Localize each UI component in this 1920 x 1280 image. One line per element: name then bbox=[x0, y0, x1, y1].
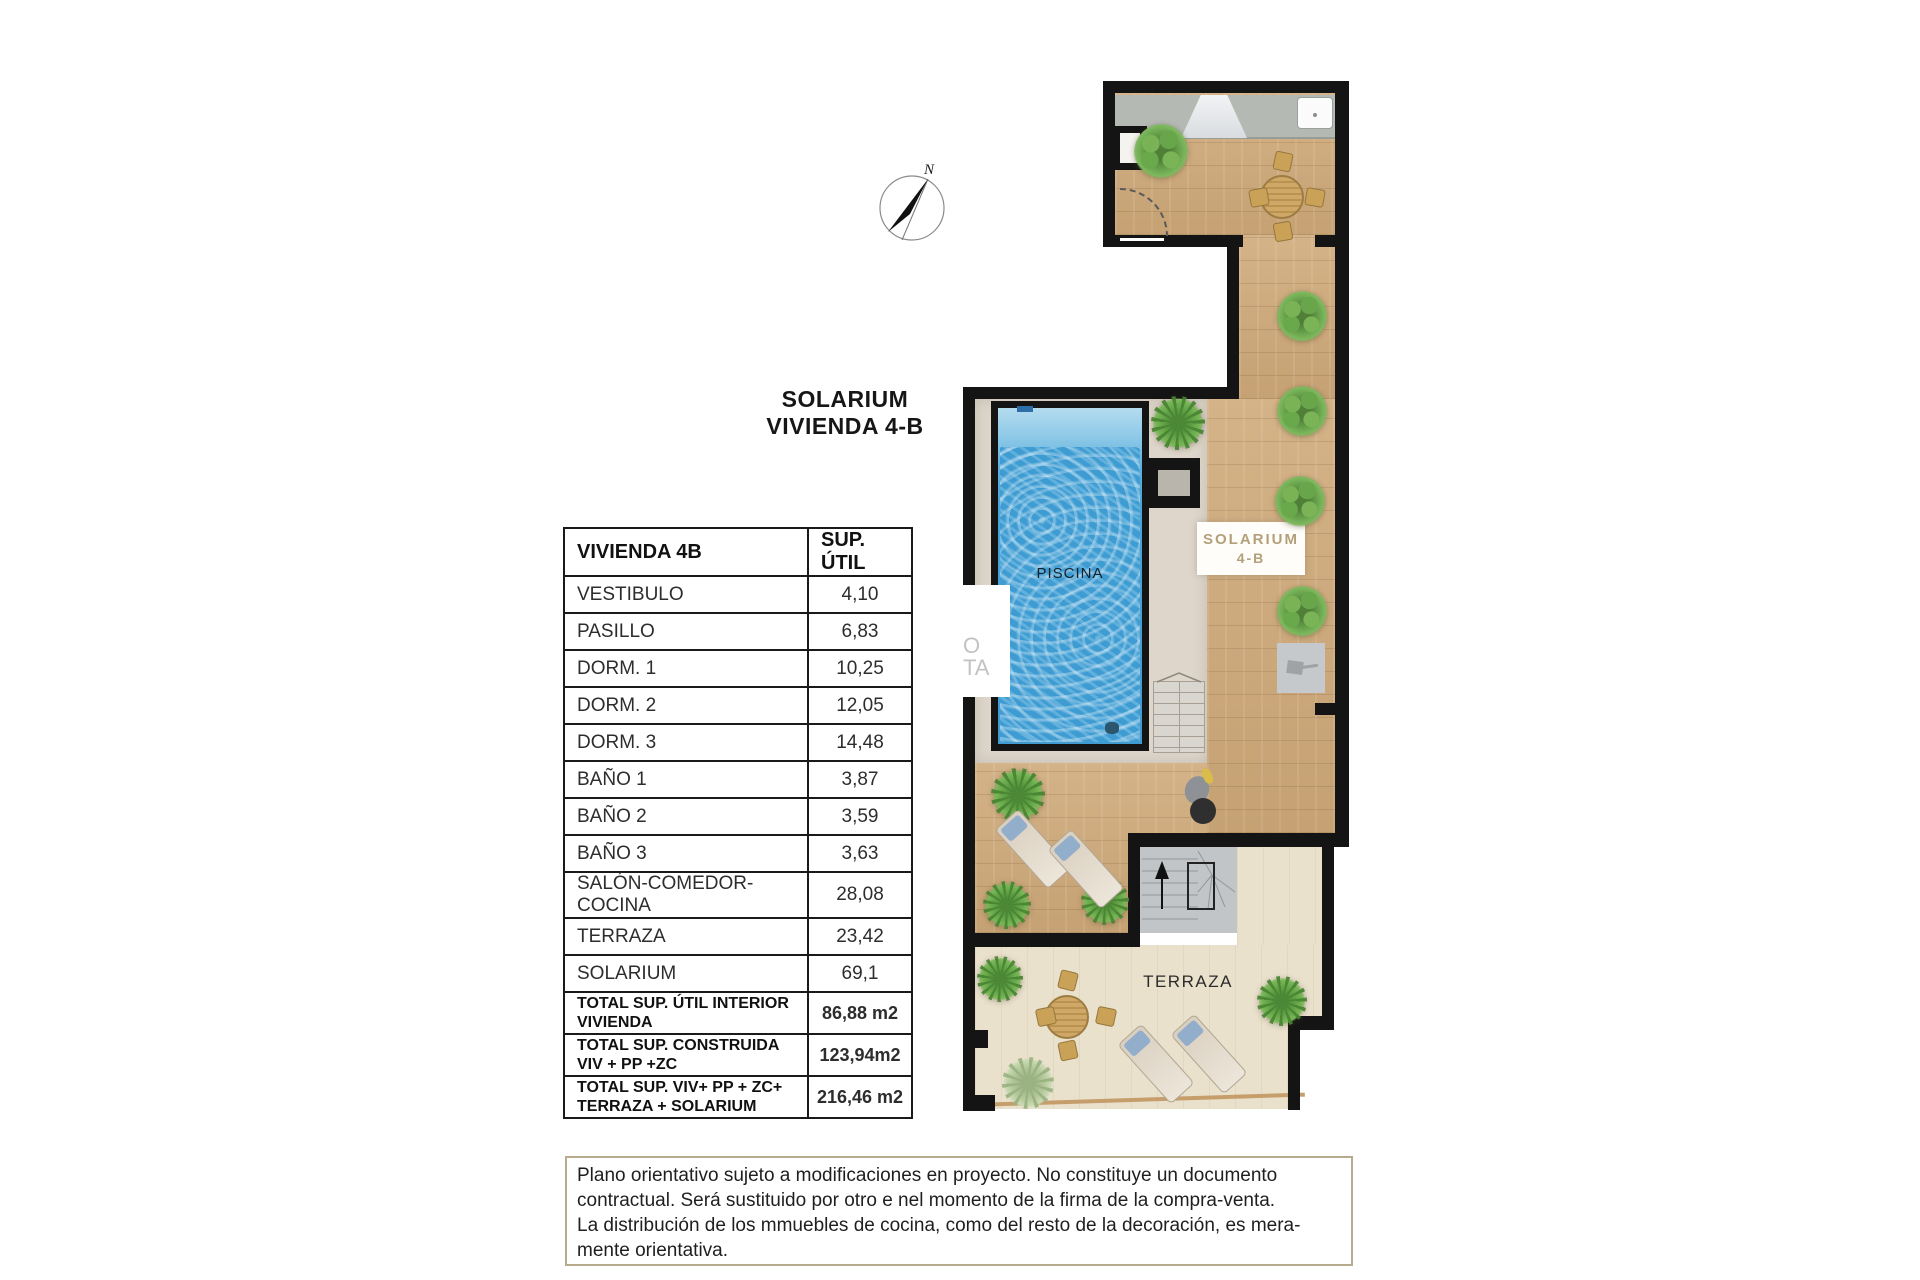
row-value: 12,05 bbox=[808, 687, 912, 724]
row-value: 28,08 bbox=[808, 872, 912, 918]
wall-segment bbox=[1322, 847, 1334, 1023]
terraza-label: TERRAZA bbox=[1143, 972, 1233, 991]
table-row bbox=[564, 687, 912, 724]
staircase-icon bbox=[1140, 847, 1237, 933]
table-row bbox=[564, 576, 912, 613]
wall-segment bbox=[1103, 235, 1243, 247]
wall-segment bbox=[1288, 1030, 1300, 1110]
terraza-floor-upper bbox=[1237, 847, 1322, 945]
wall-segment bbox=[973, 933, 1129, 947]
total-label-l1: TOTAL SUP. VIV+ PP + ZC+ bbox=[577, 1079, 783, 1096]
wall-segment bbox=[1128, 835, 1140, 947]
table-header-name: VIVIENDA 4B bbox=[564, 528, 808, 576]
wall-segment bbox=[963, 387, 975, 1109]
plan-title-line1: SOLARIUM bbox=[781, 386, 909, 412]
solarium-label-line1: SOLARIUM bbox=[1203, 531, 1299, 548]
plant-icon bbox=[1277, 386, 1329, 438]
palm-icon bbox=[1257, 976, 1307, 1026]
pool-steps-icon bbox=[1153, 681, 1205, 753]
piscina-label: PISCINA bbox=[1036, 565, 1104, 582]
solarium-label-line2: 4-B bbox=[1236, 550, 1266, 566]
pool-ladder-icon bbox=[1105, 722, 1119, 734]
floor-plan bbox=[963, 70, 1363, 1175]
sink-icon bbox=[1297, 97, 1333, 129]
disclaimer-line: mente orientativa. bbox=[577, 1240, 729, 1261]
row-value: 3,87 bbox=[808, 761, 912, 798]
plan-outside-notch bbox=[1300, 1030, 1360, 1110]
table-row bbox=[564, 872, 912, 918]
total-value: 123,94m2 bbox=[808, 1034, 912, 1076]
plant-icon bbox=[1277, 586, 1329, 638]
plant-icon bbox=[1275, 476, 1327, 528]
wall-segment bbox=[1315, 235, 1349, 247]
pale-plant-icon bbox=[1002, 1057, 1054, 1109]
table-row bbox=[564, 761, 912, 798]
row-label: SALÓN-COMEDOR-COCINA bbox=[564, 872, 808, 918]
watermark-line1: O bbox=[963, 633, 981, 658]
area-table bbox=[563, 527, 913, 1119]
door-threshold bbox=[1120, 238, 1164, 241]
pool-water bbox=[1000, 447, 1140, 742]
disclaimer-line: Plano orientativo sujeto a modificaciones en proyecto. No constituye un documento bbox=[577, 1165, 1278, 1186]
total-label-l2: VIVIENDA bbox=[577, 1014, 653, 1031]
table-total-row bbox=[564, 1076, 912, 1118]
pool-equipment-box bbox=[1148, 458, 1200, 508]
wall-segment bbox=[1128, 833, 1349, 847]
total-value: 86,88 m2 bbox=[808, 992, 912, 1034]
row-value: 69,1 bbox=[808, 955, 912, 992]
disclaimer-line: La distribución de los mmuebles de cocina, como del resto de la decoración, es mera- bbox=[577, 1215, 1301, 1236]
wall-segment bbox=[1227, 247, 1239, 399]
table-total-row bbox=[564, 1034, 912, 1076]
table-header-area: SUP. ÚTIL bbox=[808, 528, 912, 576]
row-value: 10,25 bbox=[808, 650, 912, 687]
total-label bbox=[564, 1076, 808, 1118]
disclaimer-line: contractual. Será sustituido por otro e nel momento de la firma de la compra-venta. bbox=[577, 1190, 1276, 1211]
row-label: BAÑO 3 bbox=[564, 835, 808, 872]
table-total-row bbox=[564, 992, 912, 1034]
chair-icon bbox=[1035, 1006, 1057, 1028]
table-row bbox=[564, 835, 912, 872]
plan-title-line2: VIVIENDA 4-B bbox=[766, 413, 924, 439]
palm-icon bbox=[1151, 396, 1205, 450]
plant-icon bbox=[1277, 291, 1329, 343]
row-label: BAÑO 1 bbox=[564, 761, 808, 798]
table-row bbox=[564, 650, 912, 687]
table-row bbox=[564, 798, 912, 835]
chair-icon bbox=[1272, 150, 1294, 172]
row-value: 6,83 bbox=[808, 613, 912, 650]
table-row bbox=[564, 955, 912, 992]
north-compass-icon bbox=[872, 152, 956, 252]
chair-icon bbox=[1272, 221, 1293, 243]
wall-segment bbox=[963, 1095, 995, 1111]
wall-segment bbox=[963, 387, 1239, 399]
steps-direction-chevron bbox=[1153, 670, 1205, 684]
row-value: 4,10 bbox=[808, 576, 912, 613]
watermark bbox=[963, 585, 1010, 697]
table-row bbox=[564, 613, 912, 650]
palm-icon bbox=[983, 881, 1031, 929]
table-row bbox=[564, 918, 912, 955]
pouf-icon bbox=[1190, 798, 1216, 824]
row-label: PASILLO bbox=[564, 613, 808, 650]
row-label: VESTIBULO bbox=[564, 576, 808, 613]
equipment-inner bbox=[1158, 470, 1190, 496]
equipment-mat-icon bbox=[1277, 643, 1325, 693]
solarium-area-label bbox=[1197, 522, 1305, 575]
plant-icon bbox=[1134, 124, 1190, 180]
chair-icon bbox=[1248, 187, 1270, 208]
wall-segment bbox=[1103, 81, 1349, 93]
chair-icon bbox=[1057, 1039, 1079, 1061]
row-value: 14,48 bbox=[808, 724, 912, 761]
row-value: 3,63 bbox=[808, 835, 912, 872]
total-label-l2: TERRAZA + SOLARIUM bbox=[577, 1098, 757, 1115]
chair-icon bbox=[1095, 1006, 1117, 1028]
palm-icon bbox=[977, 956, 1023, 1002]
row-label: DORM. 1 bbox=[564, 650, 808, 687]
total-label-l2: VIV + PP +ZC bbox=[577, 1056, 678, 1073]
chair-icon bbox=[1304, 187, 1326, 208]
row-label: DORM. 2 bbox=[564, 687, 808, 724]
row-value: 23,42 bbox=[808, 918, 912, 955]
pool-ladder-icon bbox=[1017, 406, 1033, 412]
wall-segment bbox=[1315, 703, 1335, 715]
svg-text:N: N bbox=[924, 162, 935, 178]
watermark-line2: TA bbox=[963, 655, 990, 680]
total-label bbox=[564, 1034, 808, 1076]
table-header-row bbox=[564, 528, 912, 576]
total-label-l1: TOTAL SUP. ÚTIL INTERIOR bbox=[577, 995, 789, 1012]
row-value: 3,59 bbox=[808, 798, 912, 835]
total-value: 216,46 m2 bbox=[808, 1076, 912, 1118]
table-row bbox=[564, 724, 912, 761]
total-label bbox=[564, 992, 808, 1034]
wall-segment bbox=[1335, 81, 1349, 847]
plan-title bbox=[760, 386, 930, 440]
total-label-l1: TOTAL SUP. CONSTRUIDA bbox=[577, 1037, 780, 1054]
wall-segment bbox=[975, 1030, 988, 1048]
row-label: SOLARIUM bbox=[564, 955, 808, 992]
row-label: TERRAZA bbox=[564, 918, 808, 955]
row-label: BAÑO 2 bbox=[564, 798, 808, 835]
disclaimer-box bbox=[565, 1156, 1353, 1266]
row-label: DORM. 3 bbox=[564, 724, 808, 761]
